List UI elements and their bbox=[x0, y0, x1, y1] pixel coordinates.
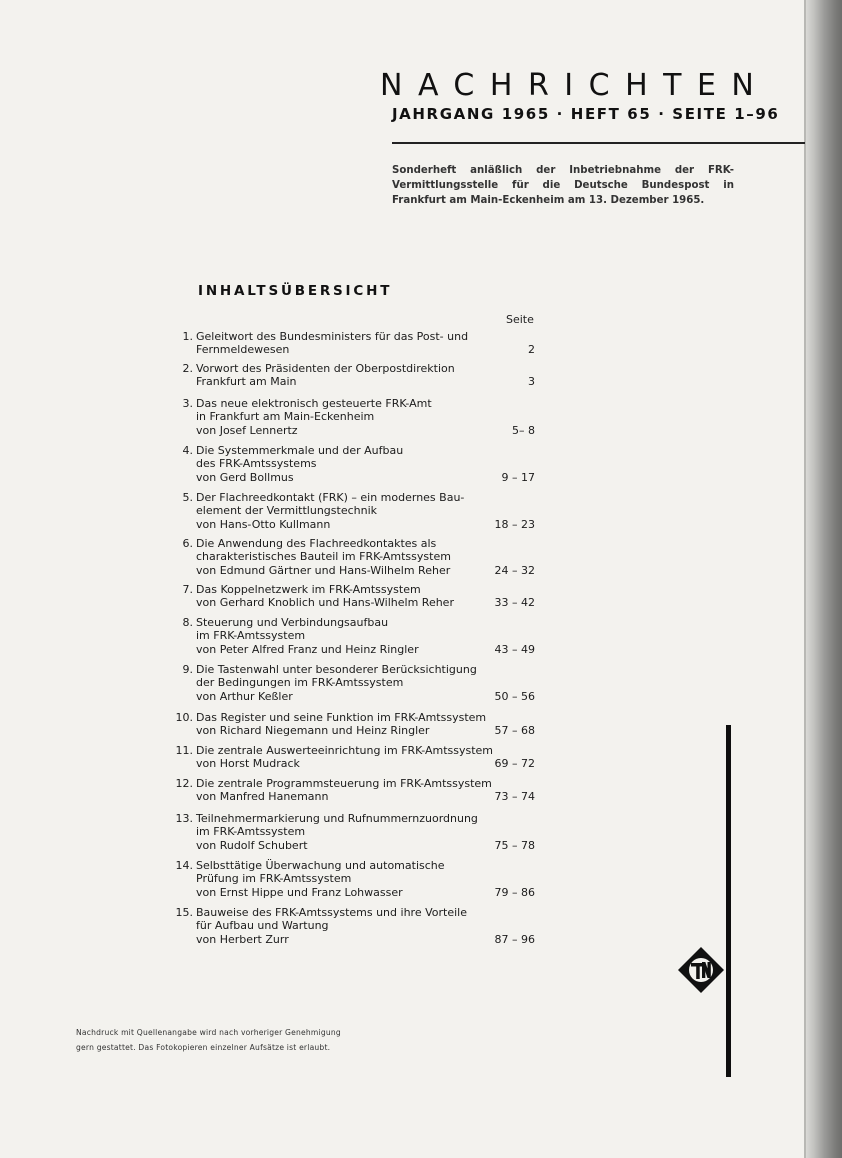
toc-entry-title bbox=[196, 491, 491, 531]
toc-entry-title bbox=[196, 744, 491, 771]
toc-entry-page: 5– 8 bbox=[512, 423, 535, 437]
special-issue-note: Sonderheft anläßlich der Inbetriebnahme der FRK-Vermittlungsstelle für die Deutsche Bundespost in Frankfurt am Main-Eckenheim am 13. Dezember 1965. bbox=[392, 165, 734, 206]
toc-entry-page: 50 – 56 bbox=[494, 689, 535, 703]
toc-entry bbox=[165, 777, 545, 804]
toc-entry-number: 13. bbox=[175, 812, 193, 825]
footnote-line-1: Nachdruck mit Quellenangabe wird nach vorheriger Genehmigung bbox=[76, 1028, 341, 1037]
toc-entry-line: Teilnehmermarkierung und Rufnummernzuordnung bbox=[196, 812, 478, 825]
toc-entry-line: charakteristisches Bauteil im FRK-Amtssystem bbox=[196, 550, 451, 564]
footnote-line-2: gern gestattet. Das Fotokopieren einzelner Aufsätze ist erlaubt. bbox=[76, 1043, 331, 1052]
toc-entry-line: von Gerhard Knoblich und Hans-Wilhelm Reher bbox=[196, 596, 454, 610]
toc-entry-line: in Frankfurt am Main-Eckenheim bbox=[196, 410, 375, 424]
toc-entry-line: im FRK-Amtssystem bbox=[196, 629, 306, 643]
toc-entry-number: 11. bbox=[175, 744, 193, 757]
toc-entry-line: Vorwort des Präsidenten der Oberpostdirektion bbox=[196, 362, 455, 375]
tn-diamond-logo-icon bbox=[676, 945, 726, 995]
publication-title: NACHRICHTEN bbox=[380, 68, 770, 103]
toc-entry bbox=[165, 663, 545, 703]
toc-entry-line: von Richard Niegemann und Heinz Ringler bbox=[196, 724, 430, 738]
toc-entry-title bbox=[196, 444, 491, 484]
toc-entry-page: 9 – 17 bbox=[501, 470, 535, 484]
toc-entry-line: von Edmund Gärtner und Hans-Wilhelm Reher bbox=[196, 563, 451, 577]
toc-entry-number: 4. bbox=[182, 444, 193, 457]
vertical-bar-decoration bbox=[726, 725, 731, 1077]
toc-entry-page: 43 – 49 bbox=[494, 642, 535, 656]
toc-entry-title bbox=[196, 906, 491, 946]
toc-entry-line: der Bedingungen im FRK-Amtssystem bbox=[196, 676, 404, 690]
toc-entry-line: Frankfurt am Main bbox=[196, 375, 297, 389]
toc-entry bbox=[165, 812, 545, 852]
toc-entry-number: 2. bbox=[182, 362, 193, 375]
toc-entry-line: Die zentrale Auswerteeinrichtung im FRK-Amtssystem bbox=[196, 744, 493, 757]
toc-entry-page: 24 – 32 bbox=[494, 563, 535, 577]
toc-entry-line: Der Flachreedkontakt (FRK) – ein modernes Bau- bbox=[196, 491, 465, 504]
toc-entry-line: von Ernst Hippe und Franz Lohwasser bbox=[196, 885, 403, 899]
toc-entry-title bbox=[196, 859, 491, 899]
toc-entry bbox=[165, 616, 545, 656]
toc-entry bbox=[165, 537, 545, 577]
toc-entry-title bbox=[196, 330, 491, 357]
toc-entry-title bbox=[196, 812, 491, 852]
toc-entry-line: im FRK-Amtssystem bbox=[196, 825, 306, 839]
toc-entry-page: 3 bbox=[528, 375, 535, 389]
toc-entry-title bbox=[196, 663, 491, 703]
toc-entry-title bbox=[196, 583, 491, 610]
toc-entry-number: 7. bbox=[182, 583, 193, 596]
toc-entry-number: 8. bbox=[182, 616, 193, 629]
toc-entry-page: 87 – 96 bbox=[494, 932, 535, 946]
toc-heading: INHALTSÜBERSICHT bbox=[198, 283, 393, 299]
toc-entry-line: Die Anwendung des Flachreedkontaktes als bbox=[196, 537, 437, 550]
toc-entry-line: von Herbert Zurr bbox=[196, 932, 289, 946]
toc-entry-line: von Arthur Keßler bbox=[196, 689, 293, 703]
toc-entry-line: Die Tastenwahl unter besonderer Berücksichtigung bbox=[196, 663, 477, 676]
toc-entry bbox=[165, 362, 545, 389]
toc-entry-line: element der Vermittlungstechnik bbox=[196, 504, 378, 518]
toc-entry-line: Das neue elektronisch gesteuerte FRK-Amt bbox=[196, 397, 432, 410]
page-column-label: Seite bbox=[506, 313, 534, 326]
toc-entry-page: 69 – 72 bbox=[494, 757, 535, 771]
toc-entry-number: 12. bbox=[175, 777, 193, 790]
toc-entry bbox=[165, 583, 545, 610]
toc-entry-line: Das Koppelnetzwerk im FRK-Amtssystem bbox=[196, 583, 421, 596]
toc-entry-line: Steuerung und Verbindungsaufbau bbox=[196, 616, 389, 629]
toc-entry bbox=[165, 444, 545, 484]
toc-entry-title bbox=[196, 537, 491, 577]
toc-entry-number: 14. bbox=[175, 859, 193, 872]
page-binding-shadow bbox=[806, 0, 842, 1158]
toc-entry-line: von Josef Lennertz bbox=[196, 423, 298, 437]
toc-entry-number: 9. bbox=[182, 663, 193, 676]
toc-entry-number: 6. bbox=[182, 537, 193, 550]
toc-entry-page: 33 – 42 bbox=[494, 596, 535, 610]
toc-entry-line: von Hans-Otto Kullmann bbox=[196, 517, 331, 531]
toc-entry-line: Prüfung im FRK-Amtssystem bbox=[196, 872, 352, 886]
toc-entry-line: von Gerd Bollmus bbox=[196, 470, 294, 484]
toc-entry-title bbox=[196, 362, 491, 389]
toc-entry-line: von Horst Mudrack bbox=[196, 757, 300, 771]
toc-entry-page: 57 – 68 bbox=[494, 724, 535, 738]
toc-entry-number: 3. bbox=[182, 397, 193, 410]
header-rule bbox=[392, 142, 805, 144]
toc-entry-line: Geleitwort des Bundesministers für das Post- und bbox=[196, 330, 469, 343]
toc-entry-line: von Peter Alfred Franz und Heinz Ringler bbox=[196, 642, 419, 656]
toc-entry-line: Bauweise des FRK-Amtssystems und ihre Vorteile bbox=[196, 906, 467, 919]
toc-entry-line: des FRK-Amtssystems bbox=[196, 457, 317, 471]
toc-entry-title bbox=[196, 616, 491, 656]
toc-entry-line: von Rudolf Schubert bbox=[196, 838, 308, 852]
toc-entry-line: für Aufbau und Wartung bbox=[196, 919, 329, 933]
toc-entry-title bbox=[196, 397, 491, 437]
toc-entry-line: Das Register und seine Funktion im FRK-Amtssystem bbox=[196, 711, 487, 724]
issue-info: JAHRGANG 1965 · HEFT 65 · SEITE 1–96 bbox=[392, 105, 780, 123]
toc-entry bbox=[165, 711, 545, 738]
toc-entry-page: 18 – 23 bbox=[494, 517, 535, 531]
toc-entry bbox=[165, 491, 545, 531]
copyright-footnote bbox=[76, 1025, 386, 1055]
toc-entry-title bbox=[196, 777, 491, 804]
toc-entry-page: 73 – 74 bbox=[494, 790, 535, 804]
toc-entry-number: 5. bbox=[182, 491, 193, 504]
toc-entry bbox=[165, 744, 545, 771]
toc-entry-line: Selbsttätige Überwachung und automatische bbox=[196, 859, 445, 872]
toc-entry-number: 10. bbox=[175, 711, 193, 724]
toc-entry bbox=[165, 906, 545, 946]
toc-entry-line: Die Systemmerkmale und der Aufbau bbox=[196, 444, 404, 457]
toc-entry-line: Die zentrale Programmsteuerung im FRK-Amtssystem bbox=[196, 777, 492, 790]
toc-entry-page: 75 – 78 bbox=[494, 838, 535, 852]
toc-entry-page: 2 bbox=[528, 343, 535, 357]
toc-entry-line: von Manfred Hanemann bbox=[196, 790, 329, 804]
toc-entry-number: 1. bbox=[182, 330, 193, 343]
toc-entry bbox=[165, 859, 545, 899]
toc-entry-title bbox=[196, 711, 491, 738]
toc-entry bbox=[165, 397, 545, 437]
toc-entry-page: 79 – 86 bbox=[494, 885, 535, 899]
toc-entry bbox=[165, 330, 545, 357]
toc-entry-line: Fernmeldewesen bbox=[196, 343, 290, 357]
toc-entry-number: 15. bbox=[175, 906, 193, 919]
